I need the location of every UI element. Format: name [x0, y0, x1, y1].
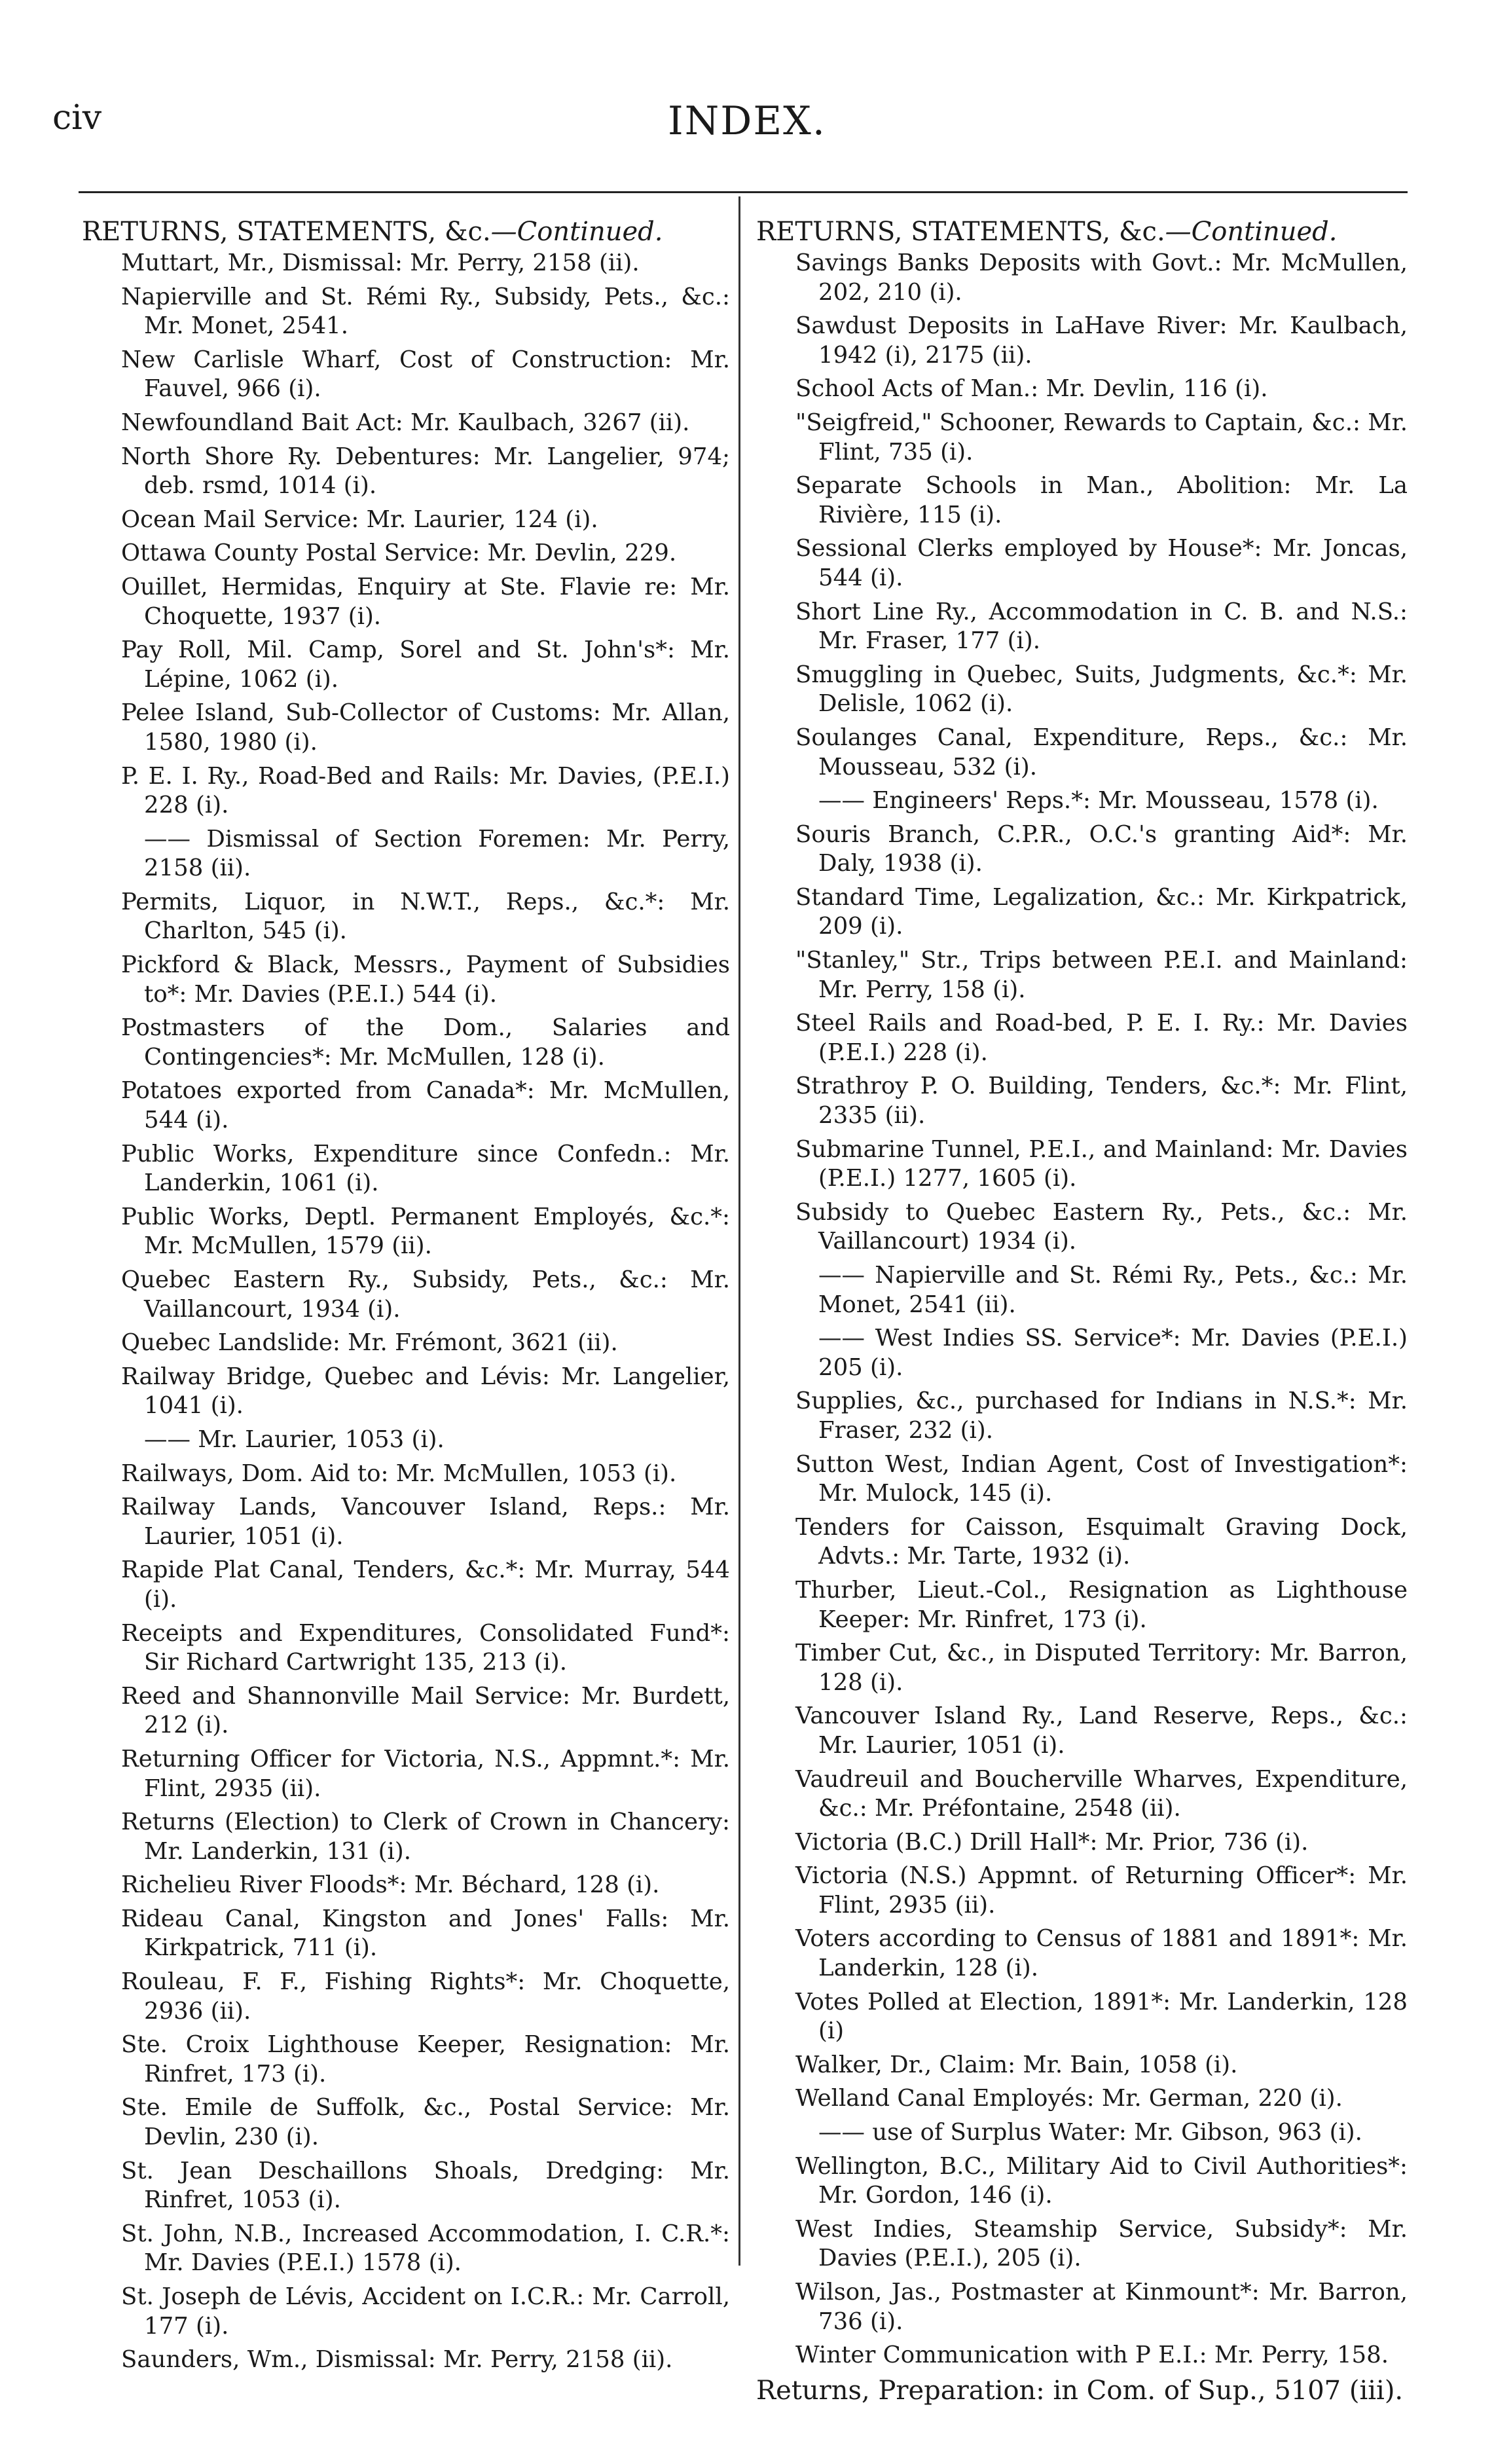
- index-entry: Quebec Eastern Ry., Subsidy, Pets., &c.: Mr. Vaillancourt, 1934 (i).: [121, 1266, 730, 1323]
- index-entry: Rapide Plat Canal, Tenders, &c.*: Mr. Murray, 544 (i).: [121, 1556, 730, 1613]
- index-entry: Savings Banks Deposits with Govt.: Mr. McMullen, 202, 210 (i).: [795, 249, 1408, 306]
- index-entry: West Indies, Steamship Service, Subsidy*: Mr. Davies (P.E.I.), 205 (i).: [795, 2215, 1408, 2272]
- index-entry: St. Jean Deschaillons Shoals, Dredging: Mr. Rinfret, 1053 (i).: [121, 2157, 730, 2214]
- section-heading: [82, 216, 730, 248]
- index-entry-final: Returns, Preparation: in Com. of Sup., 5107 (iii).: [756, 2375, 1404, 2406]
- index-entry: Steel Rails and Road-bed, P. E. I. Ry.: Mr. Davies (P.E.I.) 228 (i).: [795, 1010, 1408, 1066]
- section-title: RETURNS, STATEMENTS, &c.: [756, 217, 1165, 247]
- index-entry: Receipts and Expenditures, Consolidated Fund*: Sir Richard Cartwright 135, 213 (i).: [121, 1619, 730, 1676]
- index-entry: "Stanley," Str., Trips between P.E.I. and Mainland: Mr. Perry, 158 (i).: [795, 947, 1408, 1003]
- index-entry: —— West Indies SS. Service*: Mr. Davies (P.E.I.) 205 (i).: [818, 1325, 1408, 1381]
- index-entry: Railway Bridge, Quebec and Lévis: Mr. Langelier, 1041 (i).: [121, 1363, 730, 1420]
- index-entry: Wellington, B.C., Military Aid to Civil Authorities*: Mr. Gordon, 146 (i).: [795, 2152, 1408, 2209]
- index-entry: —— use of Surplus Water: Mr. Gibson, 963 (i).: [818, 2119, 1362, 2146]
- index-entry: Ottawa County Postal Service: Mr. Devlin, 229.: [121, 540, 677, 567]
- section-title: RETURNS, STATEMENTS, &c.: [82, 217, 491, 247]
- index-entry: Saunders, Wm., Dismissal: Mr. Perry, 2158 (ii).: [121, 2346, 673, 2374]
- index-entry: Standard Time, Legalization, &c.: Mr. Kirkpatrick, 209 (i).: [795, 883, 1408, 940]
- index-entry: Sutton West, Indian Agent, Cost of Investigation*: Mr. Mulock, 145 (i).: [795, 1450, 1408, 1507]
- index-entry: Newfoundland Bait Act: Mr. Kaulbach, 3267 (ii).: [121, 409, 690, 436]
- index-entry: Victoria (N.S.) Appmnt. of Returning Officer*: Mr. Flint, 2935 (ii).: [795, 1862, 1408, 1919]
- index-entry: St. John, N.B., Increased Accommodation, I. C.R.*: Mr. Davies (P.E.I.) 1578 (i).: [121, 2220, 730, 2277]
- index-entry: Pickford & Black, Messrs., Payment of Subsidies to*: Mr. Davies (P.E.I.) 544 (i).: [121, 951, 730, 1008]
- entry-list: [82, 249, 730, 2375]
- index-entry: Public Works, Deptl. Permanent Employés, &c.*: Mr. McMullen, 1579 (ii).: [121, 1203, 730, 1260]
- index-entry: Railways, Dom. Aid to: Mr. McMullen, 1053 (i).: [121, 1460, 677, 1487]
- index-entry: —— Engineers' Reps.*: Mr. Mousseau, 1578 (i).: [818, 787, 1379, 815]
- index-entry: Smuggling in Quebec, Suits, Judgments, &c.*: Mr. Delisle, 1062 (i).: [795, 661, 1408, 718]
- index-entry: Public Works, Expenditure since Confedn.: Mr. Landerkin, 1061 (i).: [121, 1140, 730, 1197]
- index-entry: Soulanges Canal, Expenditure, Reps., &c.: Mr. Mousseau, 532 (i).: [795, 724, 1408, 781]
- index-entry: Walker, Dr., Claim: Mr. Bain, 1058 (i).: [795, 2051, 1238, 2078]
- index-entry: Quebec Landslide: Mr. Frémont, 3621 (ii).: [121, 1329, 618, 1357]
- section-continued: —Continued.: [1165, 217, 1338, 247]
- index-entry: Richelieu River Floods*: Mr. Béchard, 128 (i).: [121, 1871, 660, 1899]
- section-continued: —Continued.: [490, 217, 663, 247]
- index-entry: Ste. Emile de Suffolk, &c., Postal Service: Mr. Devlin, 230 (i).: [121, 2094, 730, 2151]
- page-number: civ: [52, 98, 102, 138]
- index-entry: Vancouver Island Ry., Land Reserve, Reps., &c.: Mr. Laurier, 1051 (i).: [795, 1702, 1408, 1759]
- index-entry: Returning Officer for Victoria, N.S., Appmnt.*: Mr. Flint, 2935 (ii).: [121, 1745, 730, 1802]
- index-entry: Short Line Ry., Accommodation in C. B. and N.S.: Mr. Fraser, 177 (i).: [795, 598, 1408, 655]
- index-entry: Returns (Election) to Clerk of Crown in Chancery: Mr. Landerkin, 131 (i).: [121, 1809, 730, 1865]
- index-entry: Timber Cut, &c., in Disputed Territory: Mr. Barron, 128 (i).: [795, 1640, 1408, 1696]
- page-title: INDEX.: [668, 98, 826, 144]
- index-entry: Strathroy P. O. Building, Tenders, &c.*: Mr. Flint, 2335 (ii).: [795, 1073, 1408, 1130]
- index-entry: Welland Canal Employés: Mr. German, 220 (i).: [795, 2085, 1343, 2112]
- right-column: [756, 216, 1408, 2406]
- entry-list: [756, 249, 1408, 2370]
- index-entry: Potatoes exported from Canada*: Mr. McMullen, 544 (i).: [121, 1077, 730, 1134]
- index-entry: Rideau Canal, Kingston and Jones' Falls: Mr. Kirkpatrick, 711 (i).: [121, 1905, 730, 1962]
- section-heading: [756, 216, 1408, 248]
- index-entry: Ocean Mail Service: Mr. Laurier, 124 (i).: [121, 506, 598, 533]
- index-entry: Souris Branch, C.P.R., O.C.'s granting Aid*: Mr. Daly, 1938 (i).: [795, 820, 1408, 877]
- index-entry: Railway Lands, Vancouver Island, Reps.: Mr. Laurier, 1051 (i).: [121, 1494, 730, 1550]
- index-entry: Supplies, &c., purchased for Indians in N.S.*: Mr. Fraser, 232 (i).: [795, 1388, 1408, 1444]
- index-entry: Reed and Shannonville Mail Service: Mr. Burdett, 212 (i).: [121, 1682, 730, 1739]
- index-entry: Postmasters of the Dom., Salaries and Contingencies*: Mr. McMullen, 128 (i).: [121, 1014, 730, 1071]
- index-entry: St. Joseph de Lévis, Accident on I.C.R.: Mr. Carroll, 177 (i).: [121, 2283, 730, 2340]
- index-entry: Thurber, Lieut.-Col., Resignation as Lighthouse Keeper: Mr. Rinfret, 173 (i).: [795, 1576, 1408, 1633]
- left-column: [82, 216, 730, 2380]
- index-entry: Victoria (B.C.) Drill Hall*: Mr. Prior, 736 (i).: [795, 1828, 1309, 1856]
- index-entry: Separate Schools in Man., Abolition: Mr. La Rivière, 115 (i).: [795, 472, 1408, 528]
- index-entry: Winter Communication with P E.I.: Mr. Perry, 158.: [795, 2342, 1389, 2369]
- index-entry: "Seigfreid," Schooner, Rewards to Captain, &c.: Mr. Flint, 735 (i).: [795, 409, 1408, 466]
- index-entry: Pay Roll, Mil. Camp, Sorel and St. John's*: Mr. Lépine, 1062 (i).: [121, 636, 730, 693]
- index-entry: Rouleau, F. F., Fishing Rights*: Mr. Choquette, 2936 (ii).: [121, 1968, 730, 2025]
- index-entry: P. E. I. Ry., Road-Bed and Rails: Mr. Davies, (P.E.I.) 228 (i).: [121, 762, 730, 819]
- index-entry: Sessional Clerks employed by House*: Mr. Joncas, 544 (i).: [795, 535, 1408, 591]
- index-entry: Subsidy to Quebec Eastern Ry., Pets., &c.: Mr. Vaillancourt) 1934 (i).: [795, 1198, 1408, 1255]
- index-entry: North Shore Ry. Debentures: Mr. Langelier, 974; deb. rsmd, 1014 (i).: [121, 443, 730, 500]
- index-entry: Napierville and St. Rémi Ry., Subsidy, Pets., &c.: Mr. Monet, 2541.: [121, 283, 730, 340]
- index-entry: School Acts of Man.: Mr. Devlin, 116 (i).: [795, 375, 1268, 403]
- index-entry: Submarine Tunnel, P.E.I., and Mainland: Mr. Davies (P.E.I.) 1277, 1605 (i).: [795, 1135, 1408, 1192]
- index-entry: Muttart, Mr., Dismissal: Mr. Perry, 2158 (ii).: [121, 249, 640, 276]
- index-entry: Ouillet, Hermidas, Enquiry at Ste. Flavie re: Mr. Choquette, 1937 (i).: [121, 573, 730, 630]
- index-entry: Permits, Liquor, in N.W.T., Reps., &c.*: Mr. Charlton, 545 (i).: [121, 888, 730, 945]
- index-entry: Pelee Island, Sub-Collector of Customs: Mr. Allan, 1580, 1980 (i).: [121, 699, 730, 756]
- index-entry: Ste. Croix Lighthouse Keeper, Resignation: Mr. Rinfret, 173 (i).: [121, 2031, 730, 2087]
- index-entry: Wilson, Jas., Postmaster at Kinmount*: Mr. Barron, 736 (i).: [795, 2279, 1408, 2335]
- index-entry: —— Napierville and St. Rémi Ry., Pets., &c.: Mr. Monet, 2541 (ii).: [818, 1262, 1408, 1318]
- column-divider: [738, 196, 740, 2266]
- index-entry: New Carlisle Wharf, Cost of Construction: Mr. Fauvel, 966 (i).: [121, 346, 730, 403]
- index-entry: —— Mr. Laurier, 1053 (i).: [144, 1425, 445, 1453]
- index-entry: Vaudreuil and Boucherville Wharves, Expenditure, &c.: Mr. Préfontaine, 2548 (ii).: [795, 1765, 1408, 1822]
- header-rule: [79, 191, 1408, 193]
- index-entry: Tenders for Caisson, Esquimalt Graving Dock, Advts.: Mr. Tarte, 1932 (i).: [795, 1513, 1408, 1570]
- index-entry: Voters according to Census of 1881 and 1891*: Mr. Landerkin, 128 (i).: [795, 1925, 1408, 1982]
- index-entry: —— Dismissal of Section Foremen: Mr. Perry, 2158 (ii).: [144, 825, 730, 882]
- index-entry: Sawdust Deposits in LaHave River: Mr. Kaulbach, 1942 (i), 2175 (ii).: [795, 312, 1408, 369]
- index-entry: Votes Polled at Election, 1891*: Mr. Landerkin, 128 (i): [795, 1988, 1408, 2045]
